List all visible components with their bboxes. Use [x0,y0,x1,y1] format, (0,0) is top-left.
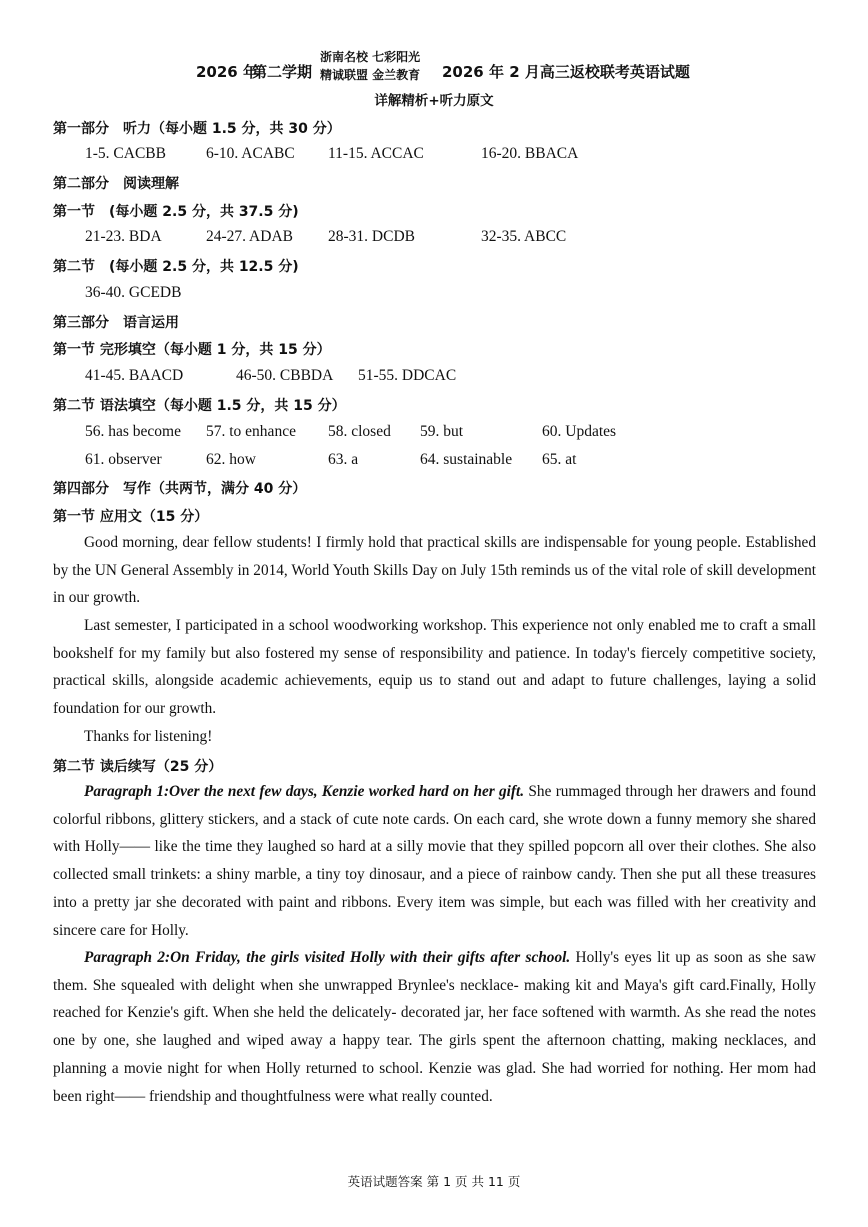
answer-group: 6-10. ACABC [206,145,295,162]
answer-group: 21-23. BDA [85,228,162,245]
paragraph-lead: Paragraph 2:On Friday, the girls visited Holly with their gifts after school. [84,949,571,966]
grammar-answer: 57. to enhance [206,423,296,440]
part2-heading: 第二部分 阅读理解 [53,176,179,192]
document-subtitle: 详解精析+听力原文 [374,93,494,109]
continuation-paragraph-2 [53,944,816,1110]
answer-group: 41-45. BAACD [85,367,184,384]
paragraph-lead: Paragraph 1:Over the next few days, Kenzie worked hard on her gift. [84,783,525,800]
answer-group: 36-40. GCEDB [85,284,182,301]
grammar-answer: 63. a [328,451,359,468]
header-term: 第二学期 [252,63,313,81]
answer-group: 51-55. DDCAC [358,367,457,384]
part3-sec2-heading: 第二节 语法填空（每小题 1.5 分，共 15 分） [53,398,346,414]
part3-sec1-heading: 第一节 完形填空（每小题 1 分，共 15 分） [53,342,331,358]
answer-group: 16-20. BBACA [481,145,579,162]
essay-paragraph: Last semester, I participated in a school woodworking workshop. This experience not only enabled me to craft a small bookshelf for my family but also fostered my sense of responsibility and patience. In today's fiercely competitive society, practical skills, alongside academic achievements, equip us to stand out and adapt to future challenges, laying a solid foundation for our growth. [53,617,816,718]
grammar-answer: 59. but [420,423,464,440]
grammar-answer: 61. observer [85,451,162,468]
grammar-answer: 58. closed [328,423,391,440]
essay-paragraph: Thanks for listening! [84,728,213,745]
page-footer: 英语试题答案 第 1 页 共 11 页 [347,1174,521,1189]
answer-group: 32-35. ABCC [481,228,567,245]
part2-sec1-heading: 第一节 (每小题 2.5 分，共 37.5 分) [53,204,299,220]
header-year: 2026 年 [196,63,258,81]
answer-group: 11-15. ACCAC [328,145,424,162]
grammar-answer: 64. sustainable [420,451,513,468]
grammar-answer: 62. how [206,451,256,468]
paragraph-body: Holly's eyes lit up as soon as she saw them. She squealed with delight when she unwrapped Brynlee's necklace- making kit and Maya's gift card.Finally, Holly reached for Kenzie's gift. When she held the delicately- decorated jar, her face softened with warmth. As she read the notes one by one, she laughed and wiped away a happy tear. The girls spent the afternoon chatting, making necklaces, and planning a movie night for when Holly returned to school. Kenzie was glad. She had worried for nothing. Her mom had been right—— friendship and thoughtfulness were what really counted. [53,949,816,1105]
paragraph-body: She rummaged through her drawers and found colorful ribbons, glittery stickers, and a stack of cute note cards. On each card, she wrote down a funny memory she shared with Holly—— like the time they laughed so hard at a silly movie that they spilled popcorn all over their clothes. She also collected small trinkets: a shiny marble, a tiny toy dinosaur, and a piece of rainbow candy. Then she put all these treasures into a pretty jar she decorated with paint and ribbons. Every item was simple, but each was filled with her creativity and sincere care for Holly. [53,783,816,939]
document-header [0,48,868,90]
essay-paragraph: Good morning, dear fellow students! I firmly hold that practical skills are indispensable for young people. Established by the UN General Assembly in 2014, World Youth Skills Day on July 15th reminds us of the vital role of skill development in our growth. [53,534,816,607]
alliance-names [320,48,438,84]
answer-group: 24-27. ADAB [206,228,293,245]
exam-title: 2026 年 2 月高三返校联考英语试题 [442,63,690,81]
part4-sec2-heading: 第二节 读后续写（25 分） [53,759,223,775]
part1-heading: 第一部分 听力（每小题 1.5 分，共 30 分） [53,121,341,137]
answer-group: 1-5. CACBB [85,145,166,162]
part3-heading: 第三部分 语言运用 [53,315,179,331]
answer-group: 46-50. CBBDA [236,367,334,384]
part4-heading: 第四部分 写作（共两节，满分 40 分） [53,481,307,497]
answer-group: 28-31. DCDB [328,228,415,245]
grammar-answer: 60. Updates [542,423,617,440]
alliance-line-2: 精诚联盟 金兰教育 [320,68,421,82]
grammar-answer: 65. at [542,451,577,468]
continuation-paragraph-1 [53,778,816,944]
grammar-answer: 56. has become [85,423,181,440]
part2-sec2-heading: 第二节 (每小题 2.5 分，共 12.5 分) [53,259,299,275]
alliance-line-1: 浙南名校 七彩阳光 [320,50,421,64]
part4-sec1-heading: 第一节 应用文（15 分） [53,509,209,525]
